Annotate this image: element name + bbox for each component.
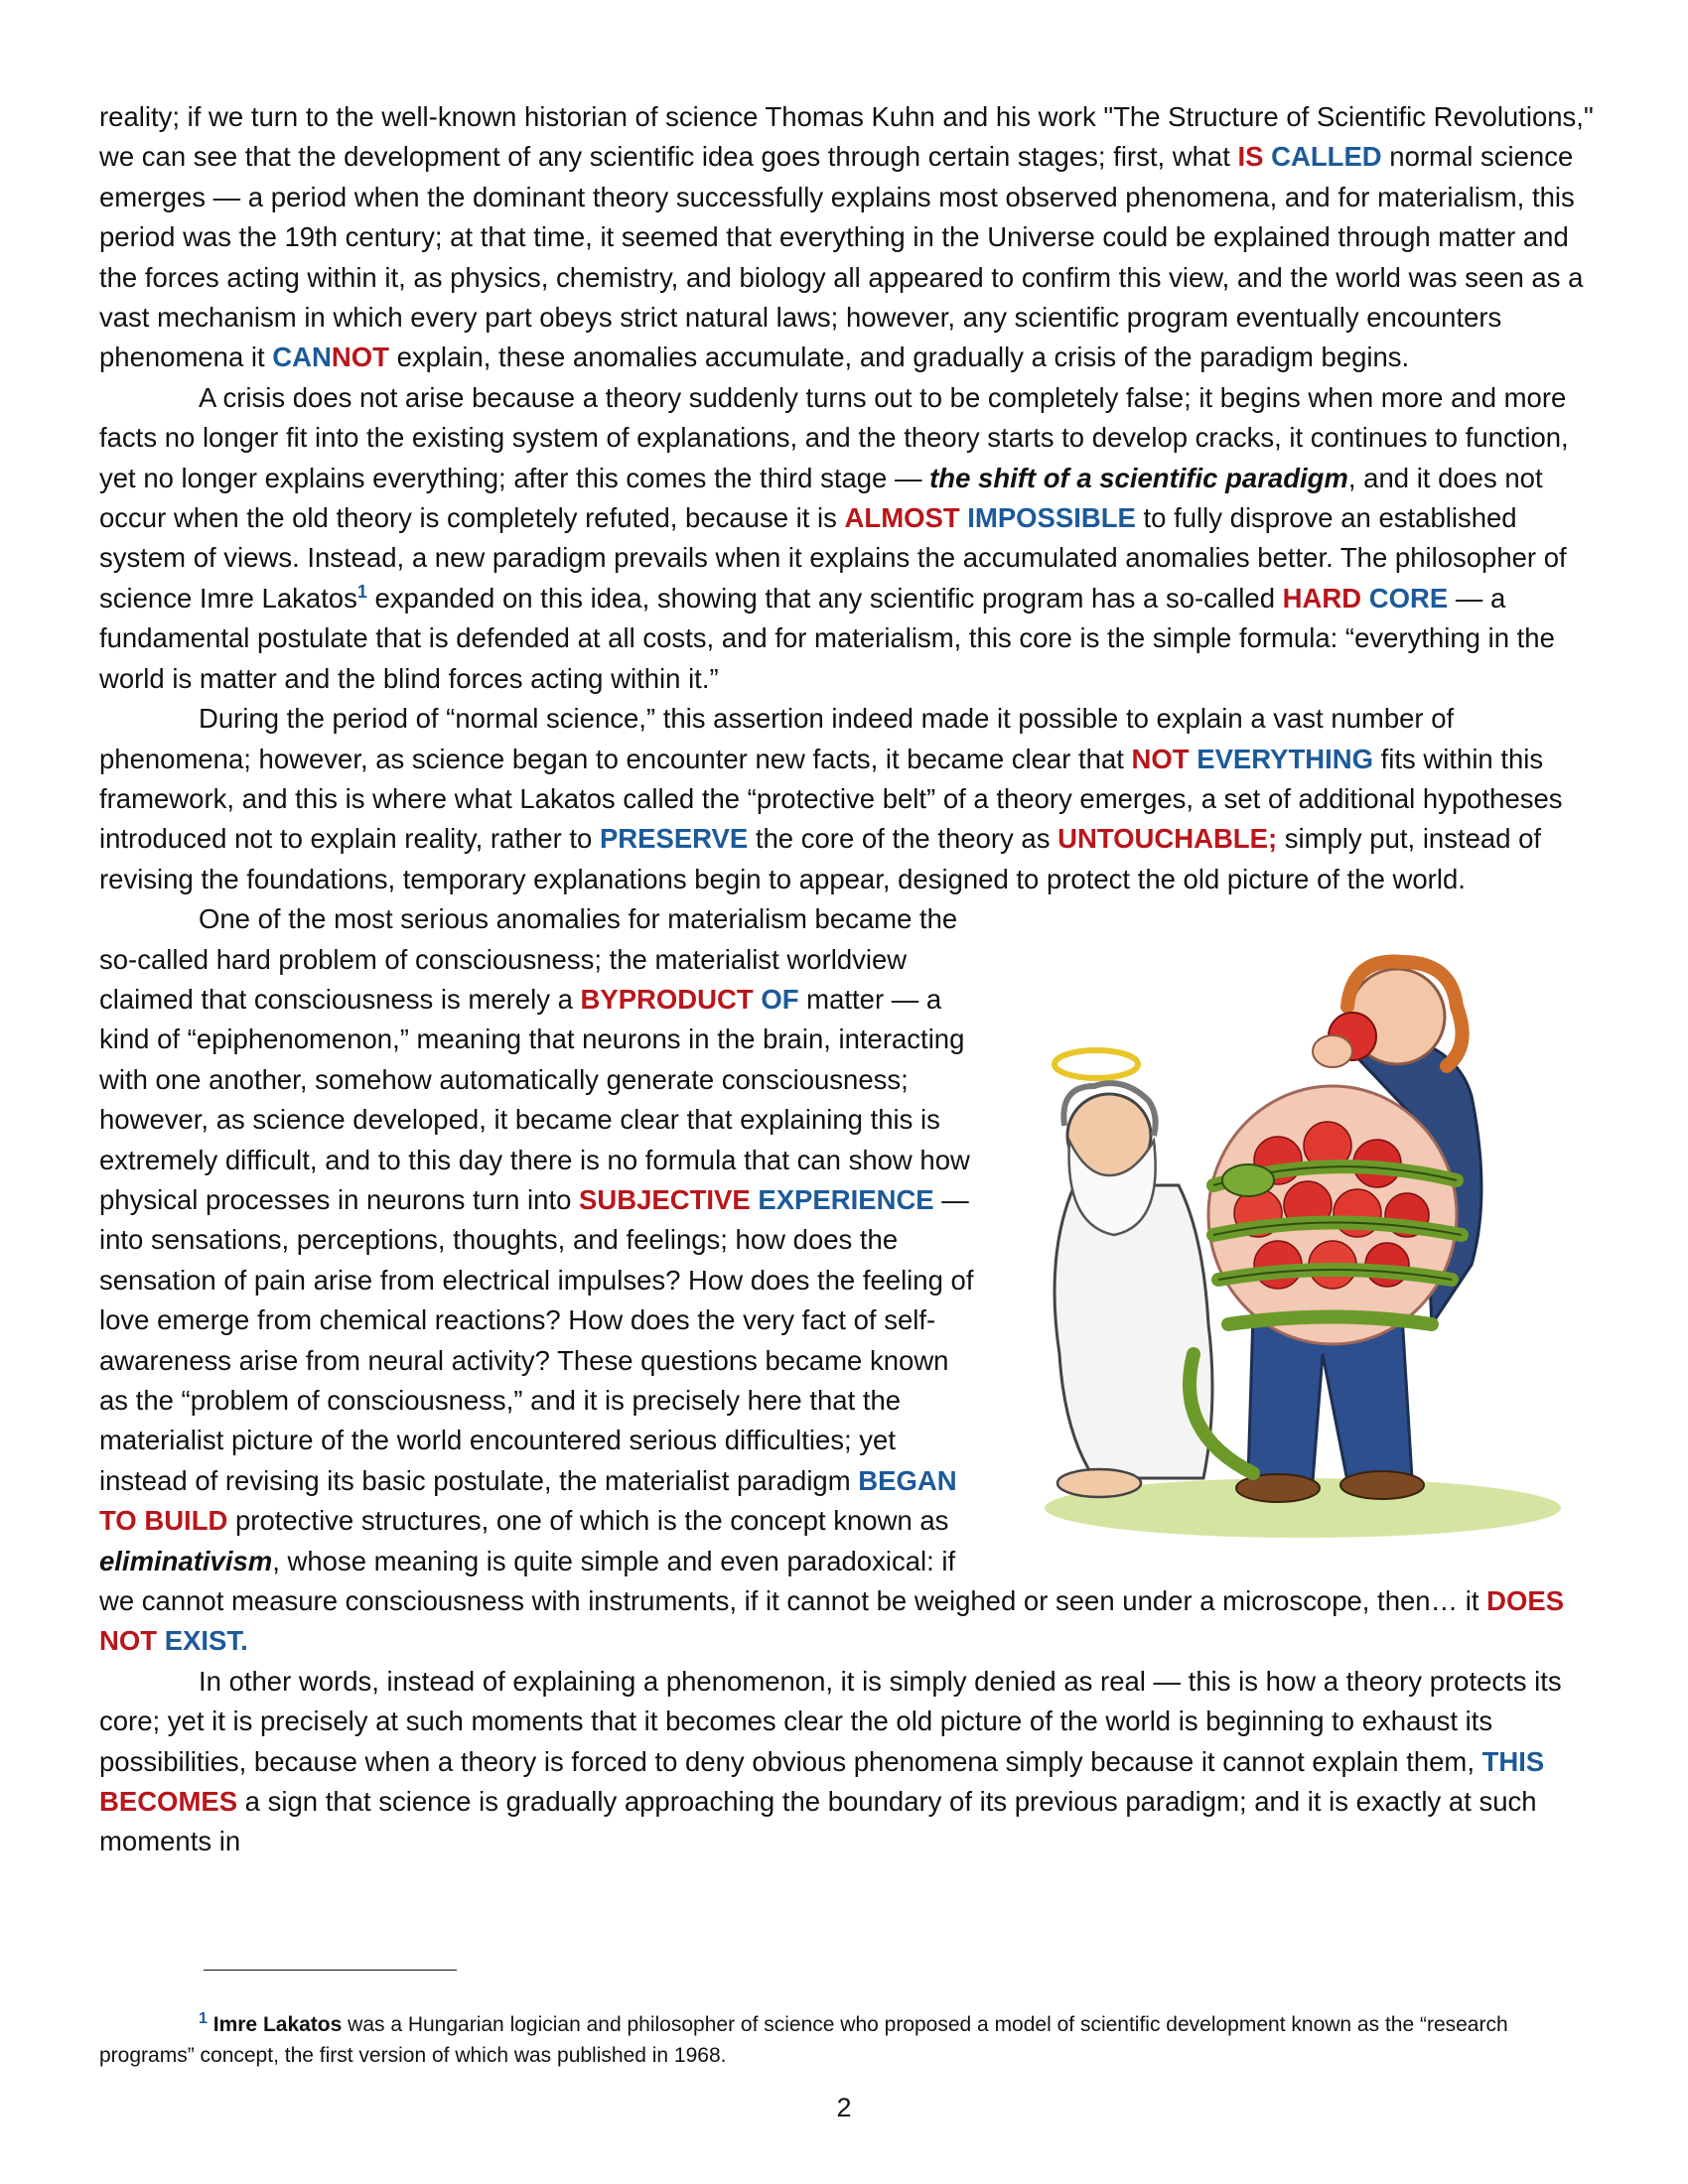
footnote-name: Imre Lakatos <box>212 2013 343 2036</box>
highlight-red: BYPRODUCT <box>580 983 762 1015</box>
page-body <box>99 97 1601 1862</box>
paragraph-2 <box>99 378 1601 699</box>
highlight-blue: CALLED <box>1271 141 1382 173</box>
paragraph-3 <box>99 699 1601 899</box>
footnote-number: 1 <box>199 2010 208 2027</box>
text: protective structures, one of which is the concept known as <box>227 1505 949 1537</box>
highlight-red: DOES NOT <box>99 1585 1565 1657</box>
text: — into sensations, perceptions, thoughts, and feelings; how does the sensation of pain arise from electrical impulses? How does the feeling of love emerge from chemical reactions? How does the very fact of self-awareness arise from neural activity? These questions became known as the “problem of consciousness,” and it is precisely here that the materialist picture of the world encountered serious difficulties; yet instead of revising its basic postulate, the materialist paradigm <box>99 1183 974 1496</box>
highlight-blue: THIS <box>1481 1745 1545 1777</box>
text: , whose meaning is quite simple and even paradoxical: if we cannot measure consciousness with instruments, if it cannot be weighed or seen under a microscope, then… it <box>99 1545 1487 1617</box>
text: to fully disprove an established system of views. Instead, a new paradigm prevails when it explains the accumulated anomalies better. The philosopher of science Imre Lakatos <box>99 502 1567 614</box>
text: the core of the theory as <box>748 823 1058 855</box>
text: a sign that science is gradually approaching the boundary of its previous paradigm; and it is exactly at such moments in <box>99 1786 1537 1857</box>
highlight-red: IS <box>1237 141 1272 173</box>
footnote <box>99 2009 1599 2071</box>
text: A crisis does not arise because a theory suddenly turns out to be completely false; it begins when more and more facts no longer fit into the existing system of explanations, and the theory starts to develop cracks, it continues to function, yet no longer explains everything; after this comes the third stage — <box>99 381 1569 493</box>
emphasis-text: eliminativism <box>99 1545 273 1576</box>
cartoon-illustration <box>1005 937 1601 1543</box>
highlight-blue: EVERYTHING <box>1196 743 1373 774</box>
text: reality; if we turn to the well-known historian of science Thomas Kuhn and his work "The Structure of Scientific Revolutions," we can see that the development of any scientific idea goes through certain stages; first, what <box>99 101 1594 173</box>
highlight-red: NOT <box>1131 743 1197 774</box>
text: matter — a kind of “epiphenomenon,” meaning that neurons in the brain, interacting with one another, somehow automatically generate consciousness; however, as science developed, it became clear that explaining this is extremely difficult, and to this day there is no formula that can show how physical processes in neurons turn into <box>99 983 970 1215</box>
highlight-red: SUBJECTIVE <box>579 1183 759 1215</box>
highlight-blue: CORE <box>1368 582 1449 614</box>
paragraph-5 <box>99 1662 1601 1862</box>
footnote-reference-link[interactable]: 1 <box>356 581 367 602</box>
footnote-text: was a Hungarian logician and philosopher of science who proposed a model of scientific development known as the “research programs” concept, the first version of which was published in 1968. <box>99 2013 1508 2067</box>
text: simply put, instead of revising the foundations, temporary explanations begin to appear, designed to protect the old picture of the world. <box>99 823 1542 894</box>
highlight-red: NOT <box>331 341 389 373</box>
highlight-red: UNTOUCHABLE; <box>1057 823 1278 855</box>
highlight-red: BECOMES <box>99 1786 238 1818</box>
text: explain, these anomalies accumulate, and gradually a crisis of the paradigm begins. <box>388 341 1410 373</box>
text: In other words, instead of explaining a phenomenon, it is simply denied as real — this is how a theory protects its core; yet it is precisely at such moments that it becomes clear the old picture of the world is beginning to exhaust its possibilities, because when a theory is forced to deny obvious phenomena simply because it cannot explain them, <box>99 1665 1562 1777</box>
highlight-red: HARD <box>1282 582 1369 614</box>
snake-head <box>1222 1164 1274 1196</box>
footnote-divider <box>204 1970 457 1971</box>
robe-shape <box>1055 1185 1212 1478</box>
bare-foot <box>1057 1469 1141 1497</box>
emphasis-text: the shift of a scientific paradigm <box>929 462 1348 493</box>
text: fits within this framework, and this is where what Lakatos called the “protective belt” of a theory emerges, a set of additional hypotheses introduced not to explain reality, rather to <box>99 743 1563 855</box>
highlight-blue: EXIST. <box>164 1625 248 1657</box>
highlight-blue: EXPERIENCE <box>758 1183 934 1215</box>
paragraph-1 <box>99 97 1601 378</box>
text: , and it does not occur when the old theory is completely refuted, because it is <box>99 462 1543 534</box>
highlight-blue: PRESERVE <box>599 823 749 855</box>
halo-icon <box>1055 1050 1138 1078</box>
highlight-blue: OF <box>761 983 799 1015</box>
text: expanded on this idea, showing that any scientific program has a so-called <box>366 582 1283 614</box>
highlight-blue: BEGAN <box>858 1464 957 1496</box>
shoe-right <box>1340 1471 1424 1499</box>
text: normal science emerges — a period when the dominant theory successfully explains most observed phenomena, and for materialism, this period was the 19th century; at that time, it seemed that everything in the Universe could be explained through matter and the forces acting within it, as physics, chemistry, and biology all appeared to confirm this view, and the world was seen as a vast mechanism in which every part obeys strict natural laws; however, any scientific program eventually encounters phenomena it <box>99 141 1584 373</box>
highlight-blue: IMPOSSIBLE <box>967 502 1136 534</box>
text: During the period of “normal science,” this assertion indeed made it possible to explain a vast number of phenomena; however, as science began to encounter new facts, it became clear that <box>99 703 1455 774</box>
hand-shape <box>1313 1035 1352 1067</box>
highlight-blue: CAN <box>272 341 332 373</box>
text: — a fundamental postulate that is defended at all costs, and for materialism, this core is the simple formula: “everything in the world is matter and the blind forces acting within it.” <box>99 582 1555 694</box>
highlight-red: TO BUILD <box>99 1505 228 1537</box>
highlight-red: ALMOST <box>844 502 968 534</box>
text: One of the most serious anomalies for materialism became the so-called hard problem of consciousness; the materialist worldview claimed that consciousness is merely a <box>99 903 958 1015</box>
page-number: 2 <box>836 2093 852 2122</box>
